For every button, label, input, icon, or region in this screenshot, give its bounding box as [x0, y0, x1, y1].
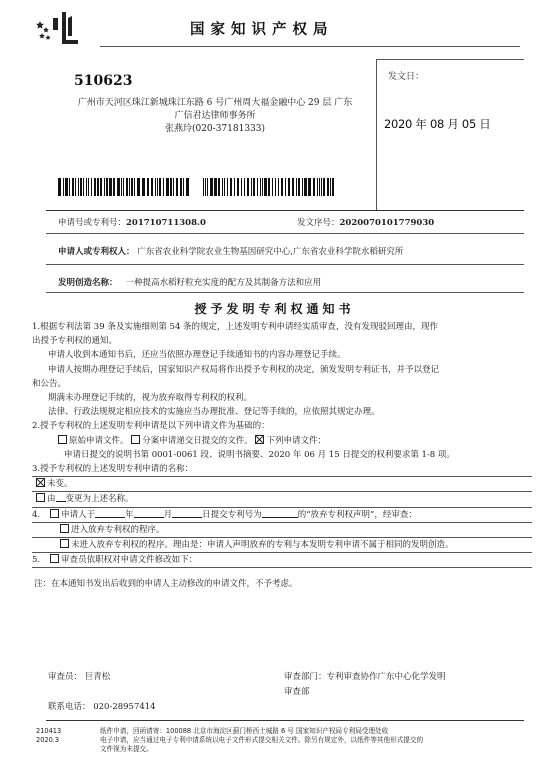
examination-department: [284, 670, 446, 682]
paragraph-law: 法律、行政法规规定相应技术的实施应当办理批准、登记等手续的，应依照其规定办理。: [48, 407, 380, 418]
checkbox-title-changed[interactable]: [36, 493, 45, 502]
section-4-month: 月: [163, 509, 173, 520]
checkbox-following-files[interactable]: [255, 435, 264, 444]
section-2-options: [32, 434, 532, 448]
section-4-option-enter: [32, 522, 532, 537]
application-number-label: 申请号或专利号：: [58, 218, 127, 228]
electronic-notice-cont: 文件视为未提交。: [100, 745, 153, 753]
invention-title: [58, 276, 321, 288]
option-following-files: 下列申请文件：: [266, 435, 326, 446]
applicant: [58, 245, 403, 257]
notice-body: [32, 320, 532, 568]
section-4-heading: [32, 507, 532, 522]
checkbox-original-files[interactable]: [58, 435, 67, 444]
option-enter-waiver: 进入放弃专利权的程序。: [71, 524, 165, 535]
header-rule: [100, 46, 520, 47]
applicant-label: 申请人或专利权人：: [58, 247, 135, 257]
fields-rule-2: [46, 264, 524, 265]
section-4-text-a: 申请人于: [61, 509, 96, 520]
checkbox-waiver[interactable]: [50, 509, 59, 518]
paragraph-deadline: 期满未办理登记手续的，视为放弃取得专利权的权利。: [48, 393, 253, 404]
examiner: [48, 670, 110, 682]
document-number-value: 2020070101779030: [339, 218, 435, 228]
invention-value: 一种提高水稻籽粒充实度的配方及其制备方法和应用: [125, 278, 322, 288]
section-4-day: 日提交专利号为: [202, 509, 262, 520]
section-4-year: 年: [125, 509, 134, 520]
department-label: 审查部门：: [284, 672, 327, 682]
checkbox-examiner-amendment[interactable]: [50, 554, 59, 563]
section-2-detail: 申请日提交的说明书第 0001-0061 段、说明书摘要、2020 年 06 月 15 日提交的权利要求第 1-8 项。: [64, 449, 455, 460]
paragraph-grant: 申请人按期办理登记手续后，国家知识产权局将作出授予专利权的决定，颁发发明专利证书，并予以登记: [48, 364, 440, 375]
notice-title: 授予发明专利权通知书: [194, 302, 355, 316]
option-title-changed-from: 由: [47, 494, 56, 505]
form-code: 210413: [36, 727, 62, 735]
option-title-changed-to: 变更为上述名称。: [65, 494, 134, 505]
national-emblem-logo: [36, 10, 80, 46]
address-box-top: [376, 59, 524, 60]
section-5-text: 审查员依职权对申请文件修改如下：: [61, 555, 198, 566]
section-5-heading: [32, 552, 532, 568]
checkbox-title-unchanged[interactable]: [36, 478, 45, 487]
blank-year: [95, 509, 125, 518]
examiner-name: 巨青松: [84, 672, 111, 682]
address-box-divider: [376, 59, 377, 210]
section-4-number: 4.: [32, 509, 41, 520]
mailing-notice: 纸件申请，回函请寄：100088 北京市海淀区蓟门桥西土城路 6 号 国家知识产权局专利局受理处收: [100, 727, 389, 735]
blank-day: [172, 509, 202, 518]
footer-rule: [46, 720, 524, 721]
address-line: 广信君达律师事务所: [174, 111, 256, 121]
blank-old-title: [56, 493, 66, 502]
fields-rule-3: [46, 292, 524, 293]
fields-rule-1: [46, 233, 524, 234]
section-5-number: 5.: [32, 555, 41, 566]
section-4-option-not-enter: [32, 537, 532, 552]
document-number-label: 发文序号：: [297, 218, 340, 228]
applicant-value: 广东省农业科学院农业生物基因研究中心,广东省农业科学院水稻研究所: [137, 247, 404, 257]
department-name-cont: 审查部: [284, 687, 310, 697]
application-number-value: 201710711308.0: [126, 218, 206, 228]
section-3-option-changed: [32, 491, 532, 506]
checkbox-enter-waiver[interactable]: [60, 524, 69, 533]
option-not-enter-waiver: 未进入放弃专利权的程序。理由是：申请人声明放弃的专利与本发明专利申请不属于相同的发明创造。: [71, 540, 454, 551]
fields-top-rule: [46, 210, 524, 211]
recipient-address: [60, 97, 370, 136]
section-1-text-cont: 出授予专利权的通知。: [32, 336, 118, 347]
send-date: 2020 年 08 月 05 日: [384, 117, 491, 131]
address-line: 张燕玲(020-37181333): [164, 124, 266, 134]
document-number: [297, 216, 434, 228]
option-original-files: 原始申请文件。: [69, 435, 129, 446]
barcode-left: [58, 178, 192, 196]
send-date-label: 发文日：: [388, 72, 425, 82]
blank-patent-no: [262, 509, 298, 518]
section-1-text: 1.根据专利法第 39 条及实施细则第 54 条的规定，上述发明专利申请经实质审查，没有发现驳回理由，现作: [32, 322, 439, 332]
barcode-right: [203, 178, 337, 196]
application-number: [58, 216, 206, 228]
department-name: 专利审查协作广东中心化学发明: [326, 672, 446, 682]
section-3-option-unchanged: [32, 476, 532, 491]
checkbox-not-enter-waiver[interactable]: [60, 539, 69, 548]
electronic-notice: 电子申请，应当通过电子专利申请系统以电子文件形式提交相关文件。除另有规定外，以纸件等其他形式提交的: [100, 736, 424, 744]
notice-footnote: 注：在本通知书发出后收到的申请人主动修改的申请文件，不予考虑。: [34, 579, 298, 589]
phone-label: 联系电话：: [48, 702, 91, 712]
form-version: 2020.3: [36, 736, 60, 744]
section-4-text-b: 的“放弃专利权声明”，经审查：: [297, 509, 417, 520]
paragraph-grant-cont: 和公告。: [32, 378, 67, 389]
checkbox-divisional-files[interactable]: [131, 435, 140, 444]
option-divisional-files: 分案申请递交日提交的文件。: [142, 435, 253, 446]
paragraph-registration: 申请人收到本通知书后，还应当依照办理登记手续通知书的内容办理登记手续。: [48, 350, 346, 361]
examiner-label: 审查员：: [48, 672, 83, 682]
invention-label: 发明创造名称：: [58, 278, 118, 288]
phone-value: 020-28957414: [93, 702, 156, 712]
section-3-heading: 3.授予专利权的上述发明专利申请的名称：: [32, 464, 194, 475]
address-line: 广州市天河区珠江新城珠江东路 6 号广州周大福金融中心 29 层 广东: [77, 98, 353, 108]
agency-name: 国家知识产权局: [190, 22, 334, 38]
recipient-postcode: 510623: [74, 73, 133, 89]
blank-month: [134, 509, 164, 518]
option-title-unchanged: 未变。: [47, 479, 73, 490]
section-2-heading: 2.授予专利权的上述发明专利申请是以下列申请文件为基础的：: [32, 421, 270, 432]
contact-phone: [48, 700, 156, 712]
